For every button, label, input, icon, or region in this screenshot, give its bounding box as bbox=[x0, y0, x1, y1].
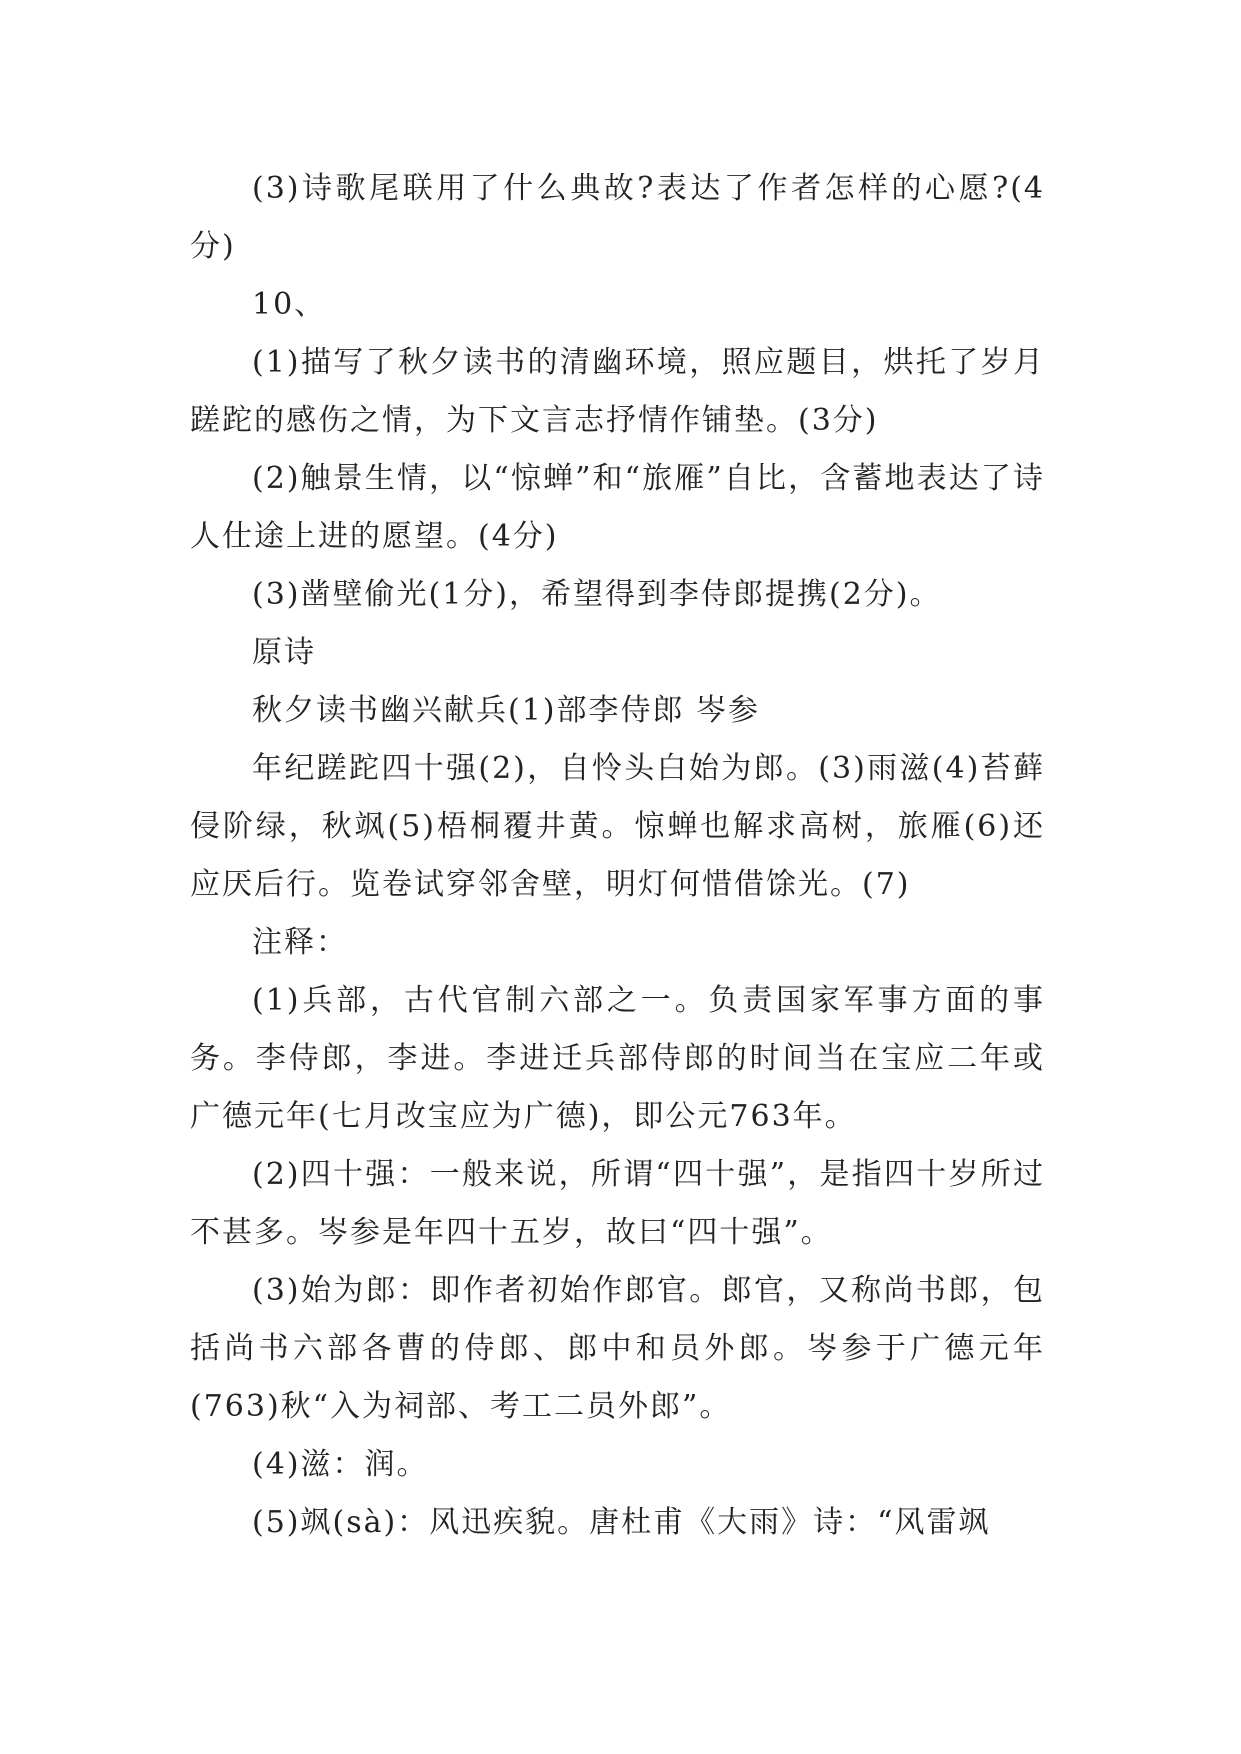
paragraph-note-3: (3)始为郎：即作者初始作郎官。郎官，又称尚书郎，包括尚书六部各曹的侍郎、郎中和员外郎。岑参于广德元年(763)秋“入为祠部、考工二员外郎”。 bbox=[190, 1273, 1045, 1424]
paragraph-notes-heading: 注释： bbox=[252, 925, 348, 960]
paragraph-question-3: (3)诗歌尾联用了什么典故?表达了作者怎样的心愿?(4分) bbox=[190, 171, 1045, 264]
paragraph-answer-number: 10、 bbox=[252, 287, 327, 322]
paragraph-note-2: (2)四十强：一般来说，所谓“四十强”，是指四十岁所过不甚多。岑参是年四十五岁，故曰“四十强”。 bbox=[190, 1157, 1045, 1250]
paragraph-answer-3: (3)凿壁偷光(1分)，希望得到李侍郎提携(2分)。 bbox=[252, 577, 942, 612]
paragraph-answer-2: (2)触景生情，以“惊蝉”和“旅雁”自比，含蓄地表达了诗人仕途上进的愿望。(4分) bbox=[190, 461, 1045, 554]
paragraph-note-4: (4)滋：润。 bbox=[252, 1447, 429, 1482]
paragraph-note-1: (1)兵部，古代官制六部之一。负责国家军事方面的事务。李侍郎，李进。李进迁兵部侍郎的时间当在宝应二年或广德元年(七月改宝应为广德)，即公元763年。 bbox=[190, 983, 1045, 1134]
paragraph-answer-1: (1)描写了秋夕读书的清幽环境，照应题目，烘托了岁月蹉跎的感伤之情，为下文言志抒情作铺垫。(3分) bbox=[190, 345, 1045, 438]
paragraph-note-5: (5)飒(sà)：风迅疾貌。唐杜甫《大雨》诗：“风雷飒 bbox=[252, 1505, 991, 1540]
paragraph-poem-text: 年纪蹉跎四十强(2)，自怜头白始为郎。(3)雨滋(4)苔藓侵阶绿，秋飒(5)梧桐覆井黄。惊蝉也解求高树，旅雁(6)还应厌后行。览卷试穿邻舍壁，明灯何惜借馀光。(7) bbox=[190, 751, 1045, 902]
paragraph-poem-title: 秋夕读书幽兴献兵(1)部李侍郎 岑参 bbox=[252, 693, 761, 728]
document-page bbox=[190, 160, 1045, 1552]
paragraph-original-heading: 原诗 bbox=[252, 635, 316, 670]
